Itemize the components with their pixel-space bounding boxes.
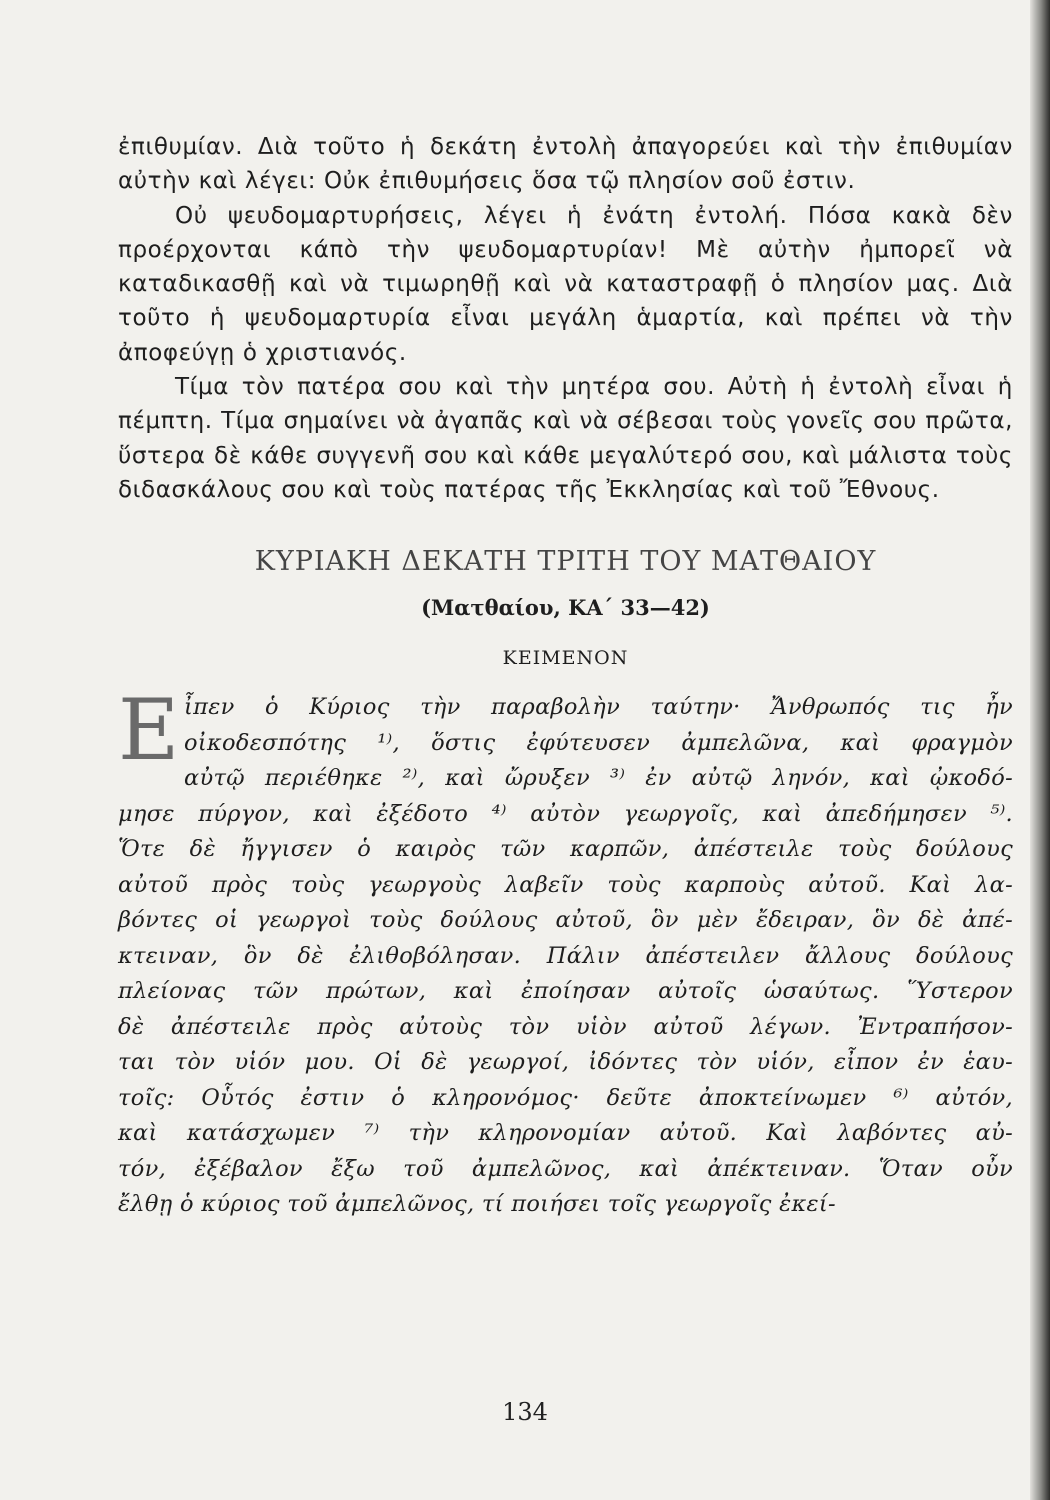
scan-edge-shadow (1030, 0, 1050, 1500)
commentary-block (118, 130, 1013, 507)
commentary-paragraph: Τίμα τὸν πατέρα σου καὶ τὴν μητέρα σου. Αὐτὴ ἡ ἐντολὴ εἶναι ἡ πέμπτη. Τίμα σημαίνει νὰ ἀγαπᾶς καὶ νὰ σέβεσαι τοὺς γονεῖς σου πρῶτα, ὕστερα δὲ κάθε συγγενῆ σου καὶ κάθε μεγαλύτερό σου, καὶ μάλιστα τοὺς διδασκάλους σου καὶ τοὺς πατέρας τῆς Ἐκκλησίας καὶ τοῦ Ἔθνους. (118, 374, 1013, 503)
scripture-line: δὲ ἀπέστειλε πρὸς αὐτοὺς τὸν υἱὸν αὐτοῦ λέγων. Ἐντραπήσον- (118, 1013, 1013, 1040)
scripture-line: οἰκοδεσπότης ¹⁾, ὅστις ἐφύτευσεν ἀμπελῶνα, καὶ φραγμὸν (184, 729, 1013, 756)
scripture-line: ἶπεν ὁ Κύριος τὴν παραβολὴν ταύτην· Ἄνθρωπός τις ἦν (184, 694, 1013, 721)
scripture-line: πλείονας τῶν πρώτων, καὶ ἐποίησαν αὐτοῖς ὡσαύτως. Ὕστερον (118, 978, 1013, 1005)
scripture-line: ται τὸν υἱόν μου. Οἱ δὲ γεωργοί, ἰδόντες τὸν υἱόν, εἶπον ἐν ἑαυ- (118, 1049, 1013, 1076)
scripture-line: βόντες οἱ γεωργοὶ τοὺς δούλους αὐτοῦ, ὃν μὲν ἔδειραν, ὃν δὲ ἀπέ- (118, 907, 1013, 934)
text-label: ΚΕΙΜΕΝΟΝ (502, 647, 629, 670)
scripture-line: ἔλθῃ ὁ κύριος τοῦ ἀμπελῶνος, τί ποιήσει τοῖς γεωργοῖς ἐκεί- (118, 1191, 836, 1218)
scripture-line: Ὅτε δὲ ἤγγισεν ὁ καιρὸς τῶν καρπῶν, ἀπέστειλε τοὺς δούλους (118, 836, 1013, 863)
scripture-line: τόν, ἐξέβαλον ἔξω τοῦ ἀμπελῶνος, καὶ ἀπέκτειναν. Ὅταν οὖν (118, 1155, 1013, 1182)
scripture-line: κτειναν, ὃν δὲ ἐλιθοβόλησαν. Πάλιν ἀπέστειλεν ἄλλους δούλους (118, 942, 1013, 969)
scripture-line: μησε πύργον, καὶ ἐξέδοτο ⁴⁾ αὐτὸν γεωργοῖς, καὶ ἀπεδήμησεν ⁵⁾. (118, 800, 1013, 827)
commentary-paragraph: Οὐ ψευδομαρτυρήσεις, λέγει ἡ ἐνάτη ἐντολή. Πόσα κακὰ δὲν προέρχονται κάπὸ τὴν ψευδομαρτυρίαν! Μὲ αὐτὴν ἠμπορεῖ νὰ καταδικασθῇ καὶ νὰ τιμωρηθῇ καὶ νὰ καταστραφῇ ὁ πλησίον μας. Διὰ τοῦτο ἡ ψευδομαρτυρία εἶναι μεγάλη ἁμαρτία, καὶ πρέπει νὰ τὴν ἀποφεύγῃ ὁ χριστιανός. (118, 202, 1013, 366)
scripture-line: αὐτῷ περιέθηκε ²⁾, καὶ ὤρυξεν ³⁾ ἐν αὐτῷ ληνόν, καὶ ᾠκοδό- (184, 765, 1013, 792)
scripture-text (118, 681, 1013, 1223)
book-page (118, 130, 1013, 1223)
scripture-line: αὐτοῦ πρὸς τοὺς γεωργοὺς λαβεῖν τοὺς καρποὺς αὐτοῦ. Καὶ λα- (118, 871, 1013, 898)
scripture-line: καὶ κατάσχωμεν ⁷⁾ τὴν κληρονομίαν αὐτοῦ. Καὶ λαβόντες αὐ- (118, 1120, 1013, 1147)
section-subheading: (Ματθαίου, ΚΑ΄ 33—42) (421, 595, 710, 621)
page-number: 134 (502, 1398, 548, 1426)
commentary-paragraph: ἐπιθυμίαν. Διὰ τοῦτο ἡ δεκάτη ἐντολὴ ἀπαγορεύει καὶ τὴν ἐπιθυμίαν αὐτὴν καὶ λέγει: Οὐκ ἐπιθυμήσεις ὅσα τῷ πλησίον σοῦ ἐστιν. (118, 134, 1013, 195)
section-heading: ΚΥΡΙΑΚΗ ΔΕΚΑΤΗ ΤΡΙΤΗ ΤΟΥ ΜΑΤΘΑΙΟΥ (254, 546, 877, 578)
scripture-line: τοῖς: Οὗτός ἐστιν ὁ κληρονόμος· δεῦτε ἀποκτείνωμεν ⁶⁾ αὐτόν, (118, 1084, 1013, 1111)
drop-cap: Ε (118, 681, 180, 780)
